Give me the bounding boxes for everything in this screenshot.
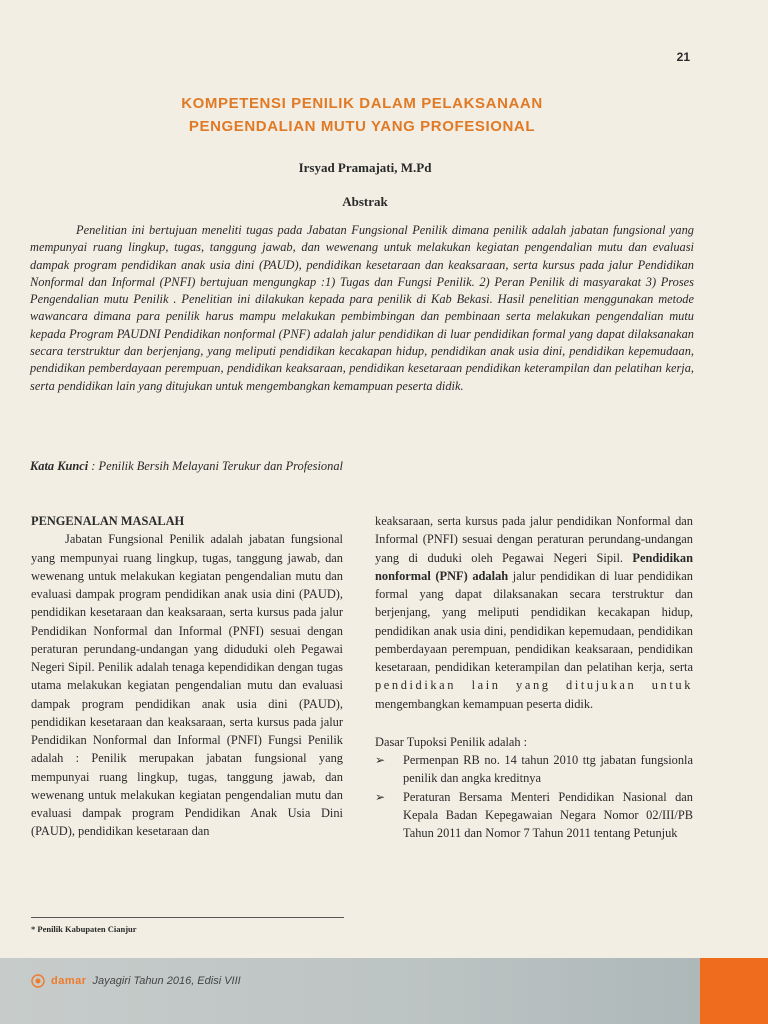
author-name: Irsyad Pramajati, M.Pd	[298, 160, 432, 175]
keywords-text: : Penilik Bersih Melayani Terukur dan Profesional	[88, 459, 343, 473]
list-item-text: Permenpan RB no. 14 tahun 2010 ttg jabatan fungsionla penilik dan angka kreditnya	[403, 753, 693, 786]
keywords	[30, 459, 694, 474]
damar-logo-icon	[31, 974, 45, 988]
list-item	[375, 751, 693, 788]
list-item	[375, 788, 693, 843]
page-number: 21	[676, 50, 690, 64]
footer-brand: damar	[51, 975, 87, 987]
right-paragraph-part-b: jalur pendidikan di luar pendidikan formal yang dapat dilaksanakan secara terstruktur dan berjenjang, yang meliputi pendidikan kecakapan hidup, pendidikan anak usia dini, pendidikan kepemudaan, pendidikan pemberdayaan perempuan, pendidikan keaksaraan, pendidikan kesetaraan, pendidikan keterampilan dan pelatihan kerja, serta	[375, 568, 693, 674]
title-line-1: KOMPETENSI PENILIK DALAM PELAKSANAAN	[181, 95, 543, 112]
article-title	[0, 92, 724, 138]
right-paragraph-part-c: mengembangkan kemampuan peserta didik.	[375, 696, 594, 711]
abstract-text: Penelitian ini bertujuan meneliti tugas pada Jabatan Fungsional Penilik dimana penilik adalah jabatan fungsional yang mempunyai ruang lingkup, tugas, tanggung jawab, dan wewenang untuk melakukan kegiatan pengendalian mutu dan evaluasi dampak program pendidikan anak usia dini (PAUD), pendidikan kesetaraan dan keaksaraan, serta kursus pada jalur Pendidikan Nonformal dan Informal (PNFI) bertujuan mengungkap :1) Tugas dan Fungsi Penilik. 2) Peran Penilik di masyarakat 3) Proses Pengendalian mutu Penilik . Penelitian ini dilakukan kepada para penilik di Kab Bekasi. Hasil penelitian menggunakan metode wawancara dimana para penilik harus mampu melakukan pembimbingan dan pembinaan serta melakukan pengendalian mutu kepada Program PAUDNI Pendidikan nonformal (PNF) adalah jalur pendidikan di luar pendidikan formal yang dapat dilaksanakan secara terstruktur dan berjenjang, yang meliputi pendidikan kecakapan hidup, pendidikan anak usia dini, pendidikan kepemudaan, pendidikan pemberdayaan perempuan, pendidikan keaksaraan, pendidikan kesetaraan pendidikan keterampilan dan pelatihan kerja, serta pendidikan lain yang ditujukan untuk mengembangkan kemampuan peserta didik.	[30, 223, 694, 393]
title-line-2: PENGENDALIAN MUTU YANG PROFESIONAL	[188, 118, 536, 135]
right-paragraph-bold: Pendidikan nonformal (PNF) adalah	[375, 550, 693, 583]
footer-band	[0, 958, 700, 1024]
list-heading: Dasar Tupoksi Penilik adalah :	[375, 734, 528, 749]
footnote: * Penilik Kabupaten Cianjur	[31, 924, 137, 934]
arrow-bullet-icon: ➢	[375, 789, 386, 804]
abstract-heading: Abstrak	[342, 194, 388, 209]
right-paragraph-spaced: pendidikan lain yang ditujukan untuk	[375, 678, 693, 693]
keywords-label: Kata Kunci	[30, 459, 89, 473]
footer-accent-block	[700, 958, 768, 1024]
right-column	[375, 512, 693, 842]
section-heading: PENGENALAN MASALAH	[31, 514, 185, 528]
left-column	[31, 512, 343, 841]
right-paragraph	[375, 512, 693, 713]
right-paragraph-part-a: keaksaraan, serta kursus pada jalur pendidikan Nonformal dan Informal (PNFI) sesuai dengan peraturan perundang-undangan yang di duduki oleh Pegawai Negeri Sipil.	[375, 514, 693, 565]
left-paragraph: Jabatan Fungsional Penilik adalah jabatan fungsional yang mempunyai ruang lingkup, tugas, tanggung jawab, dan wewenang untuk melakukan kegiatan pengendalian mutu dan evaluasi dampak program pendidikan anak usia dini (PAUD), pendidikan kesetaraan dan keaksaraan, serta kursus pada jalur Pendidikan Nonformal dan Informal (PNFI) sesuai dengan peraturan perundang-undangan yang diduduki oleh Pegawai Negeri Sipil. Penilik adalah tenaga kependidikan dengan tugas utama melakukan kegiatan pengendalian mutu dan evaluasi dampak program pendidikan anak usia dini (PAUD), pendidikan kesetaraan dan keaksaraan, serta kursus pada jalur Pendidikan Nonformal dan Informal (PNFI) Fungsi Penilik adalah : Penilik merupakan jabatan fungsional yang mempunyai ruang lingkup, tugas, tanggung jawab, dan wewenang untuk melakukan kegiatan pengendalian mutu dan evaluasi dampak program Pendidikan Anak Usia Dini (PAUD), pendidikan kesetaraan dan	[31, 532, 343, 839]
footer-info	[31, 974, 241, 988]
arrow-bullet-icon: ➢	[375, 753, 386, 767]
footer-edition: Jayagiri Tahun 2016, Edisi VIII	[92, 975, 241, 987]
list-item-text: Peraturan Bersama Menteri Pendidikan Nasional dan Kepala Badan Kepegawaian Negara Nomor 02/III/PB Tahun 2011 dan Nomor 7 Tahun 2011 tentang Petunjuk	[403, 789, 693, 840]
footnote-divider	[31, 917, 344, 918]
